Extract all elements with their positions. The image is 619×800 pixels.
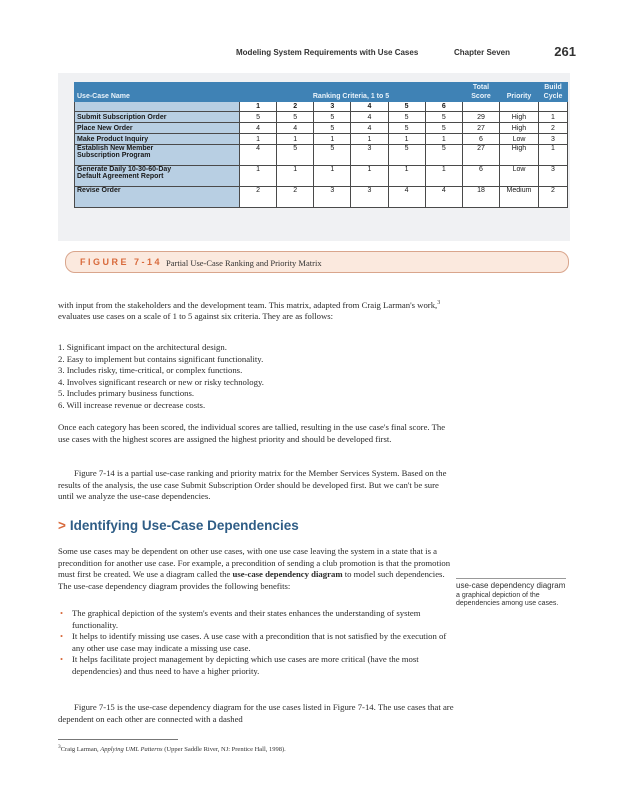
list-item: 5. Includes primary business functions. [58,388,195,398]
score-cell: 1 [314,134,351,145]
score-cell: 1 [425,166,462,187]
score-cell: 1 [277,166,314,187]
col-header-build: Build Cycle [539,83,568,102]
list-item: • The graphical depiction of the system's events and their states enhances the understanding of system functionality. [60,608,421,630]
score-cell: 5 [314,123,351,134]
build-cycle: 3 [539,134,568,145]
score-cell: 5 [314,112,351,123]
figure-caption-text: Partial Use-Case Ranking and Priority Matrix [166,258,322,268]
priority: Low [500,134,539,145]
list-item: • It helps to identify missing use cases. A use case with a precondition that is not satisfied by the execution of any other use case may indicate a missing use case. [60,631,447,653]
col-header-priority: Priority [500,83,539,102]
score-cell: 1 [240,166,277,187]
score-cell: 1 [388,166,425,187]
list-item: 3. Includes risky, time-critical, or complex functions. [58,365,243,375]
paragraph-figure-ref: Figure 7-14 is a partial use-case ranking and priority matrix for the Member Services System. Based on the results of the analysis, the use case Submit Subscription Order should be developed first. But we can't be sure until we analyze the use-case dependencies. [58,468,447,501]
criteria-number-row [75,102,568,112]
use-case-name: Submit Subscription Order [75,112,240,123]
use-case-name: Revise Order [75,187,240,208]
criteria-number: 3 [314,102,351,112]
list-item: 2. Easy to implement but contains significant functionality. [58,353,264,364]
table-row [75,112,568,123]
score-cell: 4 [388,187,425,208]
heading-arrow-icon: > [58,518,66,533]
score-cell: 1 [388,134,425,145]
score-cell: 5 [425,145,462,166]
list-item: • It helps facilitate project management by depicting which use cases are more critical (have the most dependencies) and thus need to have a higher priority. [60,654,419,676]
score-cell: 5 [388,123,425,134]
score-cell: 5 [388,145,425,166]
use-case-name: Establish New Member Subscription Program [75,145,240,166]
bullet-icon: • [60,654,64,664]
score-cell: 5 [425,123,462,134]
priority: High [500,145,539,166]
build-cycle: 2 [539,123,568,134]
intro-paragraph: with input from the stakeholders and the development team. This matrix, adapted from Craig Larman's work,$^3$ evaluates use cases on a scale of 1 to 5 against six criteria. They are as follows: [58,299,441,322]
footnote: $^3$Craig Larman, Applying UML Patterns (Upper Saddle River, NJ: Prentice Hall, 1998). [58,744,286,754]
total-score: 6 [463,134,500,145]
criteria-number: 6 [425,102,462,112]
criteria-row-spacer [75,102,240,112]
col-header-name: Use-Case Name [75,83,240,102]
paragraph-dependencies: Some use cases may be dependent on other use cases, with one use case leaving the system in a state that is a precondition for another use case. For example, a precondition of sending a club promotion is that the promotion must first be created. We use a diagram called the use-case dependency diagram to model such dependencies. The use-case dependency diagram provides the following benefits: [58,546,451,591]
figure-caption [65,251,569,273]
total-score: 29 [463,112,500,123]
table-row [75,145,568,166]
total-score: 18 [463,187,500,208]
score-cell: 5 [425,112,462,123]
priority: Low [500,166,539,187]
score-cell: 5 [277,145,314,166]
build-cycle: 3 [539,166,568,187]
paragraph-figure-15: Figure 7-15 is the use-case dependency diagram for the use cases listed in Figure 7-14. The use cases that are dependent on each other are connected with a dashed [58,702,454,724]
total-score: 6 [463,166,500,187]
score-cell: 4 [351,112,388,123]
criteria-number: 5 [388,102,425,112]
figure-label: FIGURE 7-14 [80,257,163,267]
score-cell: 3 [351,145,388,166]
score-cell: 4 [425,187,462,208]
score-cell: 1 [277,134,314,145]
list-item: 1. Significant impact on the architectural design. [58,342,227,352]
use-case-name: Make Product Inquiry [75,134,240,145]
criteria-number: 1 [240,102,277,112]
score-cell: 3 [351,187,388,208]
score-cell: 2 [240,187,277,208]
priority: Medium [500,187,539,208]
priority: High [500,112,539,123]
use-case-name: Place New Order [75,123,240,134]
table-row [75,134,568,145]
build-cycle: 1 [539,145,568,166]
total-score: 27 [463,123,500,134]
score-cell: 4 [240,123,277,134]
score-cell: 4 [277,123,314,134]
score-cell: 1 [425,134,462,145]
criteria-number: 2 [277,102,314,112]
score-cell: 5 [240,112,277,123]
table-row [75,123,568,134]
margin-definition [456,578,566,609]
page-number: 261 [554,44,576,59]
criteria-number: 4 [351,102,388,112]
score-cell: 1 [240,134,277,145]
score-cell: 3 [314,187,351,208]
ranking-matrix-table [74,82,568,208]
table-row [75,187,568,208]
benefits-list [58,608,454,677]
section-heading: > Identifying Use-Case Dependencies [58,518,299,533]
total-score: 27 [463,145,500,166]
list-item: 4. Involves significant research or new or risky technology. [58,376,264,387]
score-cell: 5 [277,112,314,123]
col-header-criteria: Ranking Criteria, 1 to 5 [240,83,463,102]
list-item: 6. Will increase revenue or decrease costs. [58,399,206,410]
score-cell: 1 [351,134,388,145]
score-cell: 4 [351,123,388,134]
table-row [75,166,568,187]
paragraph-scoring: Once each category has been scored, the individual scores are tallied, resulting in the use case's final score. The use cases with the highest scores are assigned the highest priority and should be developed first. [58,422,446,444]
score-cell: 5 [388,112,425,123]
priority: High [500,123,539,134]
criteria-list [58,342,454,411]
score-cell: 4 [240,145,277,166]
col-header-total: Total Score [463,83,500,102]
score-cell: 1 [351,166,388,187]
score-cell: 1 [314,166,351,187]
margin-term: use-case dependency diagram [456,581,566,590]
table-header-row [75,83,568,102]
margin-definition-text: a graphical depiction of the dependencies among use cases. [456,591,559,607]
build-cycle: 1 [539,112,568,123]
build-cycle: 2 [539,187,568,208]
bullet-icon: • [60,631,64,641]
running-header [236,46,576,60]
chapter-label: Chapter Seven [454,48,511,57]
use-case-name: Generate Daily 10-30-60-Day Default Agreement Report [75,166,240,187]
running-title: Modeling System Requirements with Use Cases [236,48,419,57]
bullet-icon: • [60,608,64,618]
score-cell: 5 [314,145,351,166]
score-cell: 2 [277,187,314,208]
footnote-divider [58,739,178,740]
